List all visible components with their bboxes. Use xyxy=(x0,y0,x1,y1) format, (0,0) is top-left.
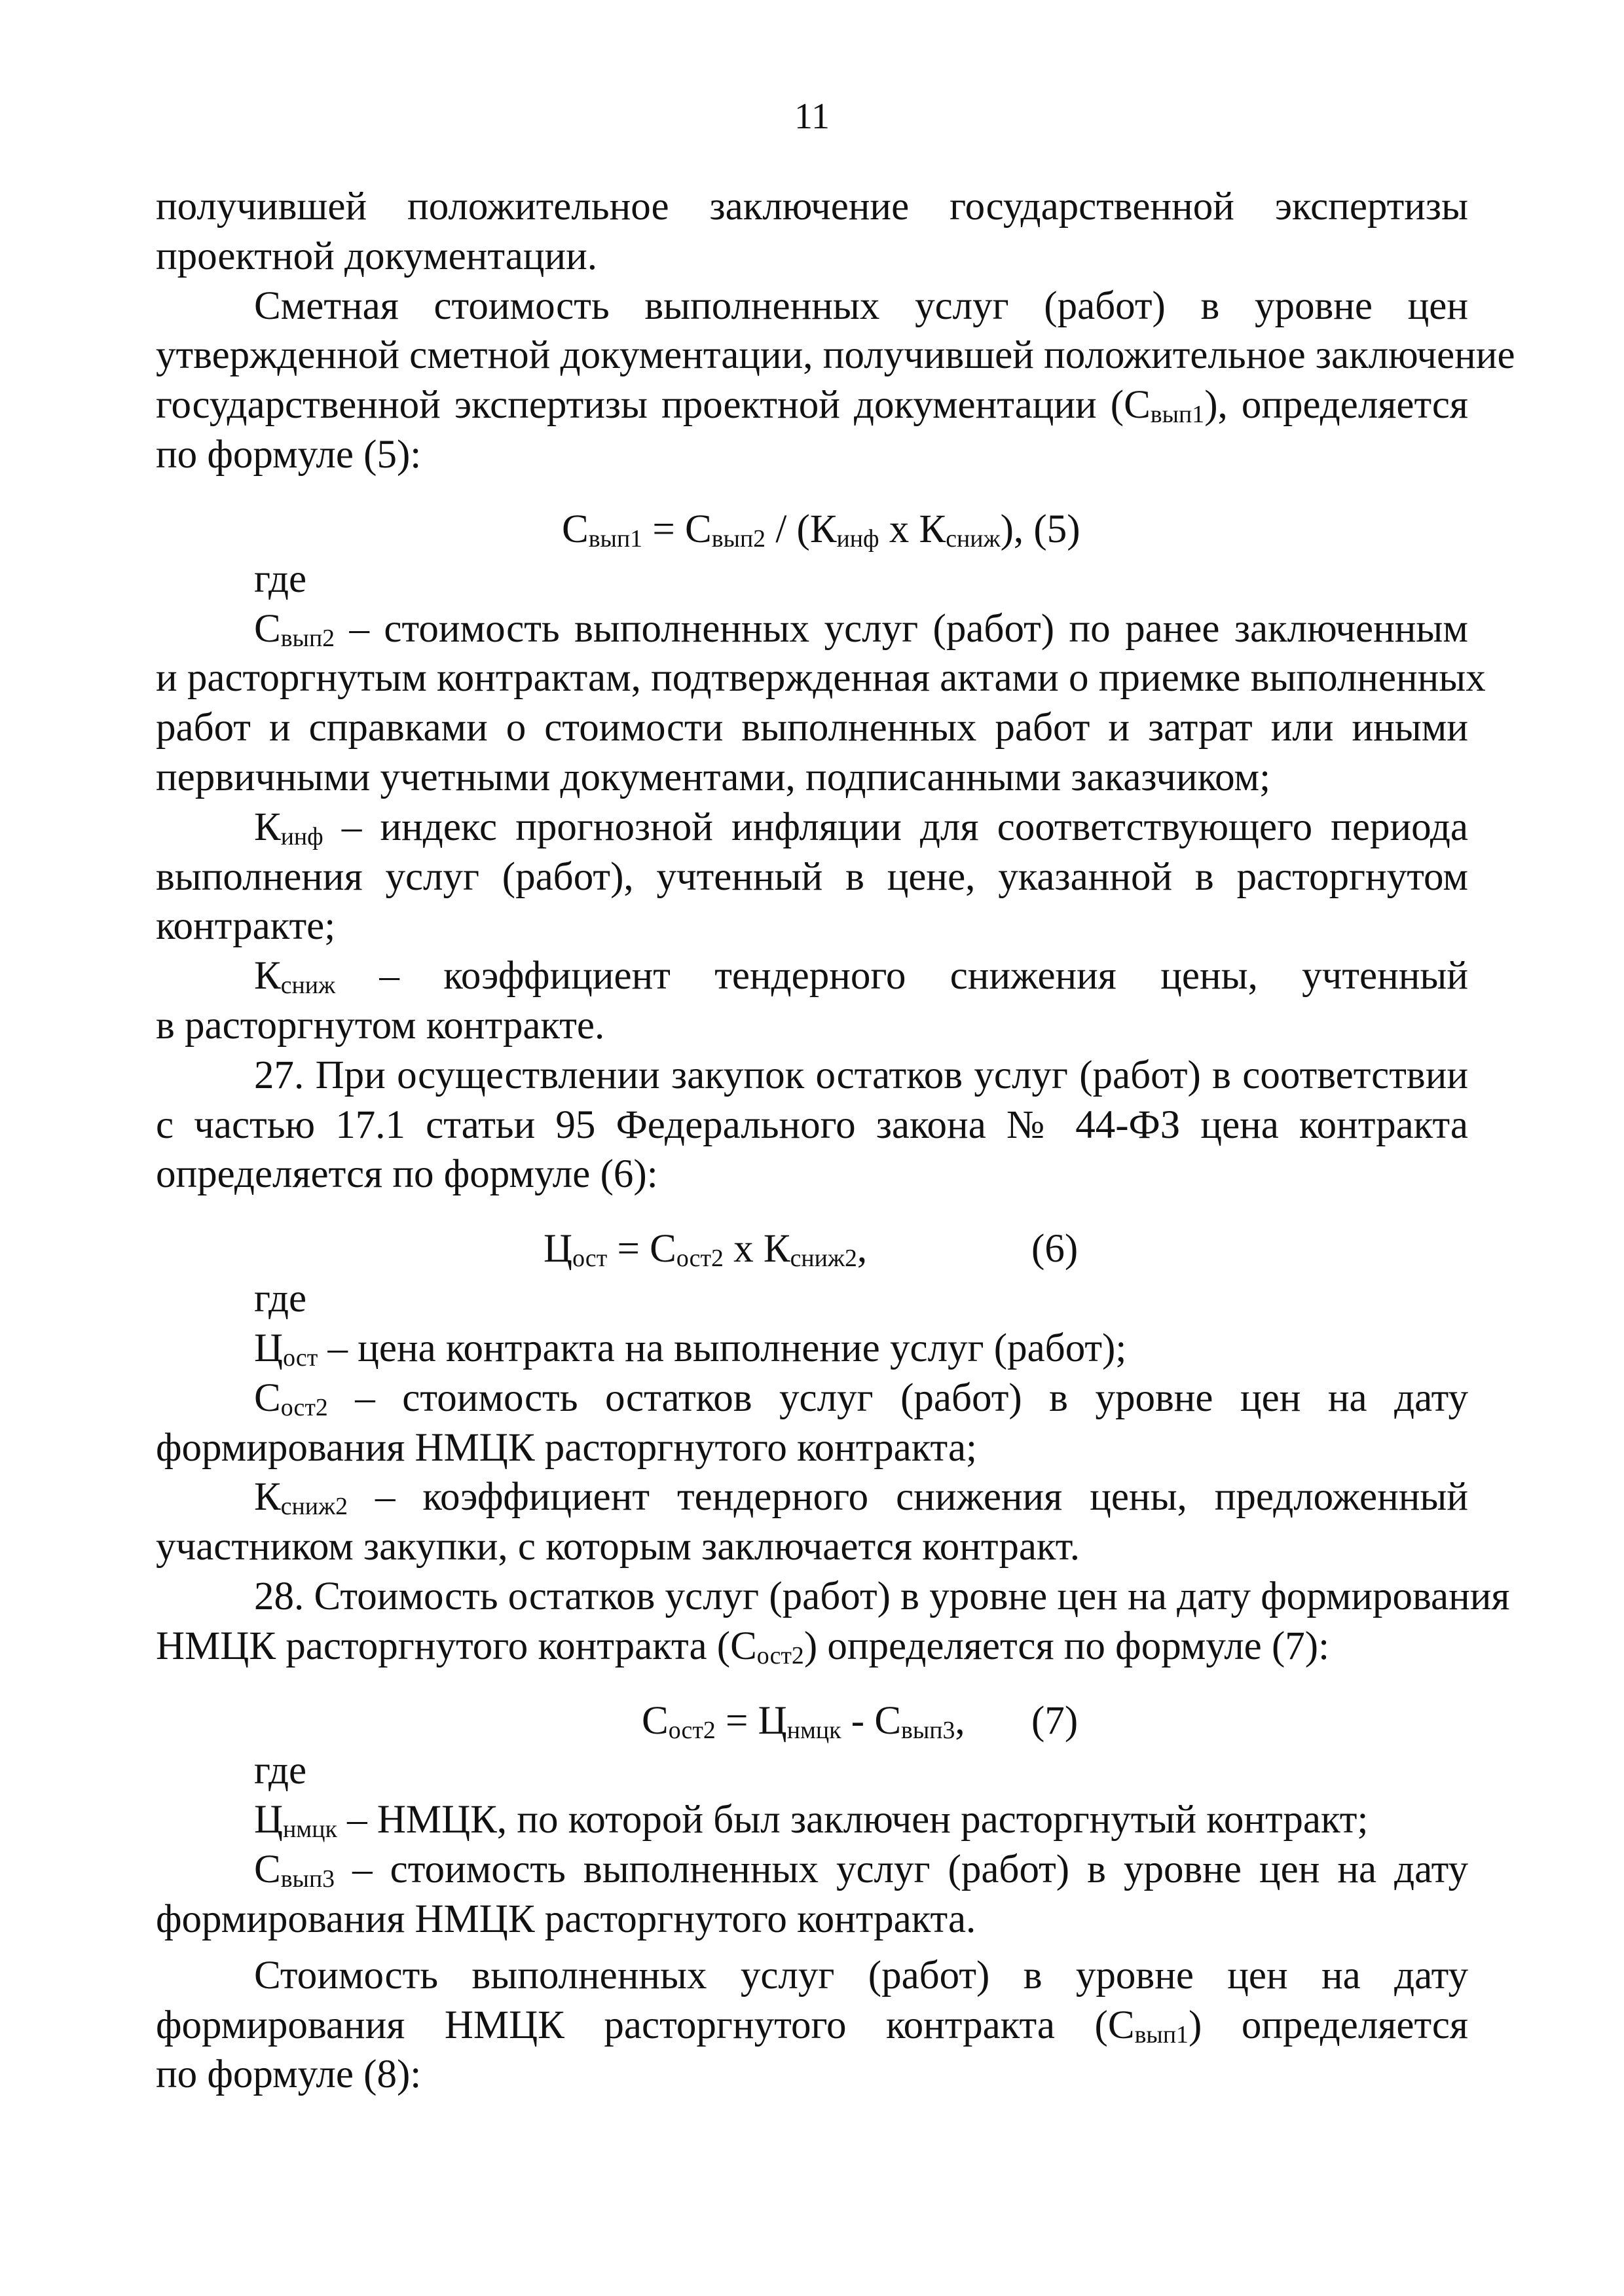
text-line: работ и справками о стоимости выполненных работ и затрат или иными xyxy=(156,706,1468,750)
text-line: участником закупки, с которым заключается контракт. xyxy=(156,1525,1080,1569)
text-line: формирования НМЦК расторгнутого контракта $(С_{вып1})$ определяется xyxy=(156,2003,1468,2049)
text-line: первичными учетными документами, подписанными заказчиком; xyxy=(156,755,1271,799)
definition-line: $С_{вып3}$ – стоимость выполненных услуг (работ) в уровне цен на дату xyxy=(254,1848,1468,1893)
where-label: где xyxy=(254,1748,307,1793)
text-line: с частью 17.1 статьи 95 Федерального закона № 44-ФЗ цена контракта xyxy=(156,1102,1468,1147)
formula-number: (7) xyxy=(1031,1698,1079,1743)
text-line: формирования НМЦК расторгнутого контракта. xyxy=(156,1897,976,1941)
text-line: 28. Стоимость остатков услуг (работ) в уровне цен на дату формирования xyxy=(254,1574,1510,1618)
text-line: контракте; xyxy=(156,904,336,949)
definition-line: $Ц_{нмцк}$ – НМЦК, по которой был заключен расторгнутый контракт; xyxy=(254,1798,1369,1844)
definition-line: $Ц_{ост}$ – цена контракта на выполнение услуг (работ); xyxy=(254,1326,1127,1372)
text-line: НМЦК расторгнутого контракта $(С_{ост2})$ определяется по формуле (7): xyxy=(156,1624,1330,1669)
definition-line: $С_{ост2}$ – стоимость остатков услуг (работ) в уровне цен на дату xyxy=(254,1376,1468,1421)
text-line: и расторгнутым контрактам, подтвержденная актами о приемке выполненных xyxy=(156,656,1486,701)
text-line: проектной документации. xyxy=(156,234,597,278)
where-label: где xyxy=(254,1277,307,1321)
text-line: государственной экспертизы проектной документации $(С_{вып1})$, определяется xyxy=(156,383,1468,428)
text-line: Сметная стоимость выполненных услуг (работ) в уровне цен xyxy=(254,283,1468,328)
text-line: утвержденной сметной документации, получившей положительное заключение xyxy=(156,333,1515,378)
text-line: в расторгнутом контракте. xyxy=(156,1003,605,1048)
text-line: формирования НМЦК расторгнутого контракта; xyxy=(156,1425,977,1470)
document-body xyxy=(156,182,1515,2100)
text-line: по формуле (5): xyxy=(156,432,422,477)
formula-7: $С_{ост2} = Ц_{нмцк} - С_{вып3}$, (7) xyxy=(156,1671,1468,1746)
text-line: Стоимость выполненных услуг (работ) в уровне цен на дату xyxy=(254,1953,1468,1997)
text-line: определяется по формуле (6): xyxy=(156,1152,658,1197)
page-number: 11 xyxy=(794,96,830,137)
definition-line: $К_{инф}$ – индекс прогнозной инфляции для соответствующего периода xyxy=(254,805,1468,850)
formula-number: (6) xyxy=(1031,1227,1079,1271)
where-label: где xyxy=(254,556,307,601)
formula-6: $Ц_{ост} = С_{ост2}$ х $К_{сниж2}$, (6) xyxy=(156,1199,1468,1274)
definition-line: $С_{вып2}$ – стоимость выполненных услуг (работ) по ранее заключенным xyxy=(254,606,1468,652)
text-line: выполнения услуг (работ), учтенный в цене, указанной в расторгнутом xyxy=(156,854,1468,899)
text-line: по формуле (8): xyxy=(156,2052,422,2097)
text-line: получившей положительное заключение государственной экспертизы xyxy=(156,185,1468,228)
formula-5: $С_{вып1} = С_{вып2} / (К_{инф}$ х $К_{сниж}$), (5) xyxy=(562,507,1080,553)
definition-line: $К_{сниж2}$ – коэффициент тендерного снижения цены, предложенный xyxy=(254,1475,1468,1521)
text-line: 27. При осуществлении закупок остатков услуг (работ) в соответствии xyxy=(254,1053,1468,1097)
definition-line: $К_{сниж}$ – коэффициент тендерного снижения цены, учтенный xyxy=(254,954,1468,999)
